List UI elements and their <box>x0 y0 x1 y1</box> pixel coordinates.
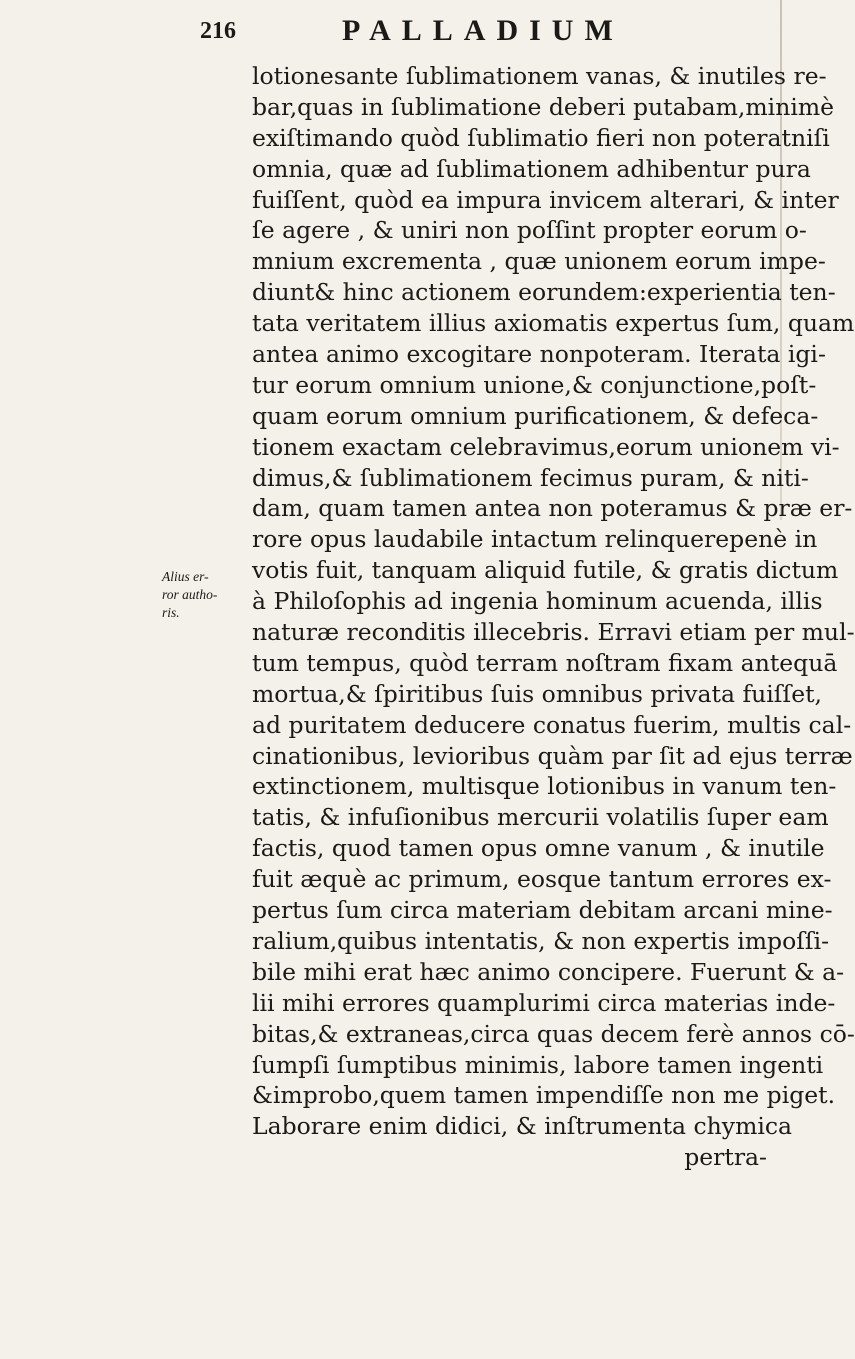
text-line: tionem exactam celebravimus,eorum unionem vi- <box>252 432 840 461</box>
text-line: Laborare enim didici, & inſtrumenta chymica <box>252 1112 793 1141</box>
text-line: rore opus laudabile intactum relinquerepenè in <box>252 525 818 554</box>
text-line: antea animo excogitare nonpoteram. Iterata igi- <box>252 340 826 369</box>
text-line: extinctionem, multisque lotionibus in vanum ten- <box>252 772 837 801</box>
text-line: exiſtimando quòd ſublimatio fieri non poteratniſi <box>252 123 830 152</box>
text-line: tatis, & infuſionibus mercurii volatilis ſuper eam <box>252 803 829 832</box>
text-line: factis, quod tamen opus omne vanum , & inutile <box>252 834 825 863</box>
margin-note-line: ris. <box>162 605 180 620</box>
text-line: omnia, quæ ad ſublimationem adhibentur pura <box>252 154 811 183</box>
text-line: lotionesante ſublimationem vanas, & inutiles re- <box>252 62 827 90</box>
text-line: ſumpſi ſumptibus minimis, labore tamen ingenti <box>252 1050 824 1079</box>
text-line: pertus ſum circa materiam debitam arcani mine- <box>252 896 833 925</box>
text-line: dam, quam tamen antea non poteramus & præ er- <box>252 494 853 523</box>
text-line: ralium,quibus intentatis, & non expertis impoſſi- <box>252 926 830 955</box>
text-line: fuit æquè ac primum, eosque tantum errores ex- <box>252 865 832 894</box>
text-line: tur eorum omnium unione,& conjunctione,poſt- <box>252 370 817 399</box>
text-line: tata veritatem illius axiomatis expertus ſum, quam <box>252 309 855 338</box>
text-line: ſe agere , & uniri non poſſint propter eorum o- <box>252 216 807 245</box>
text-line: diunt& hinc actionem eorundem:experientia ten- <box>252 278 836 307</box>
text-line: à Philoſophis ad ingenia hominum acuenda, illis <box>252 587 823 616</box>
catchword: pertra- <box>684 1143 767 1172</box>
text-line: bile mihi erat hæc animo concipere. Fuerunt & a- <box>252 957 845 986</box>
text-line: naturæ reconditis illecebris. Erravi etiam per mul- <box>252 618 855 647</box>
text-line: cinationibus, levioribus quàm par ſit ad ejus terræ <box>252 741 853 770</box>
text-line: dimus,& ſublimationem fecimus puram, & niti- <box>252 463 809 492</box>
margin-note-line: ror autho- <box>162 587 218 602</box>
running-title: PALLADIUM <box>342 14 624 47</box>
text-line: mnium excrementa , quæ unionem eorum impe- <box>252 247 826 276</box>
text-line: ad puritatem deducere conatus fuerim, multis cal- <box>252 710 852 739</box>
margin-note-line: Alius er- <box>162 569 209 584</box>
text-line: votis fuit, tanquam aliquid futile, & gratis dictum <box>252 556 839 585</box>
page-number: 216 <box>200 18 236 44</box>
text-line: tum tempus, quòd terram noſtram fixam antequā <box>252 648 838 677</box>
text-line: bitas,& extraneas,circa quas decem ferè annos cō- <box>252 1019 855 1048</box>
text-line: &improbo,quem tamen impendiſſe non me piget. <box>252 1081 836 1110</box>
text-line: quam eorum omnium purificationem, & defeca- <box>252 401 819 430</box>
text-line: lii mihi errores quamplurimi circa materias inde- <box>252 988 836 1017</box>
text-line: mortua,& ſpiritibus ſuis omnibus privata fuiſſet, <box>252 679 823 708</box>
margin-note <box>162 568 242 622</box>
body-text <box>252 61 855 1173</box>
text-line: bar,quas in ſublimatione deberi putabam,minimè <box>252 92 835 121</box>
text-line: fuiſſent, quòd ea impura invicem alterari, & inter <box>252 185 839 214</box>
page-header <box>200 14 760 54</box>
